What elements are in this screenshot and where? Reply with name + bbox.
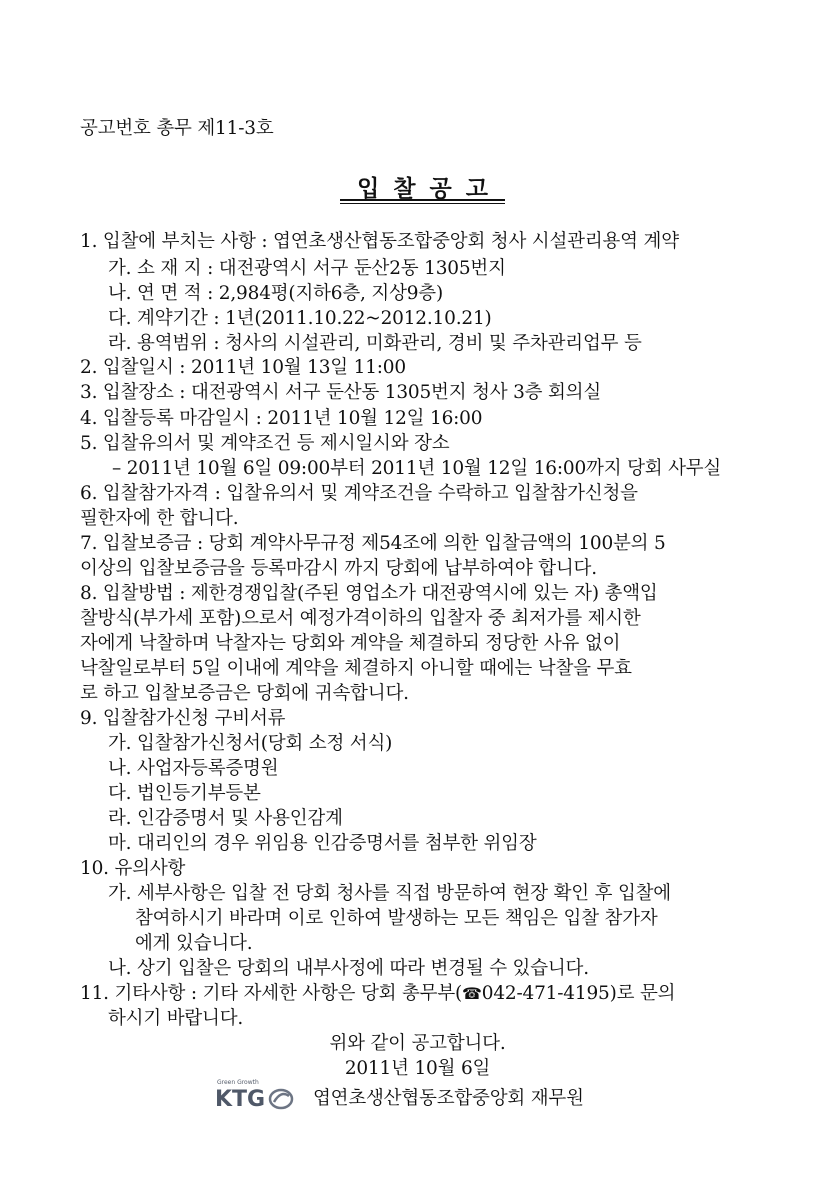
body-line: 나. 사업자등록증명원	[108, 758, 279, 779]
body-line: 3. 입찰장소 : 대전광역시 서구 둔산동 1305번지 청사 3층 회의실	[80, 382, 602, 403]
body-line: 가. 세부사항은 입찰 전 당회 청사를 직접 방문하여 현장 확인 후 입찰에	[108, 883, 671, 904]
logo-tagline: Green Growth	[217, 1079, 259, 1086]
body-line: 다. 계약기간 : 1년(2011.10.22~2012.10.21)	[108, 308, 492, 329]
body-line: 가. 소 재 지 : 대전광역시 서구 둔산2동 1305번지	[108, 258, 506, 279]
body-line: 하시기 바랍니다.	[108, 1008, 244, 1029]
phone-icon: ☎	[462, 984, 482, 1003]
body-line: 1. 입찰에 부치는 사항 : 엽연초생산협동조합중앙회 청사 시설관리용역 계약	[80, 231, 679, 252]
body-line: 나. 연 면 적 : 2,984평(지하6층, 지상9층)	[108, 283, 443, 304]
body-line: 10. 유의사항	[80, 858, 186, 879]
body-line: 가. 입찰참가신청서(당회 소정 서식)	[108, 733, 393, 754]
body-line: 자에게 낙찰하며 낙찰자는 당회와 계약을 체결하되 정당한 사유 없이	[80, 633, 621, 654]
body-line: 7. 입찰보증금 : 당회 계약사무규정 제54조에 의한 입찰금액의 100분의 5	[80, 533, 666, 554]
body-line: 참여하시기 바라며 이로 인하여 발생하는 모든 책임은 입찰 참가자	[135, 908, 658, 929]
body-line: 필한자에 한 합니다.	[80, 508, 239, 529]
ktg-logo	[215, 1079, 294, 1112]
body-line: 8. 입찰방법 : 제한경쟁입찰(주된 영업소가 대전광역시에 있는 자) 총액입	[80, 583, 658, 604]
body-line: 로 하고 입찰보증금은 당회에 귀속합니다.	[80, 683, 409, 704]
body-line: 9. 입찰참가신청 구비서류	[80, 708, 286, 729]
contact-text: 11. 기타사항 : 기타 자세한 사항은 당회 총무부(	[80, 983, 463, 1004]
body-line: 4. 입찰등록 마감일시 : 2011년 10월 12일 16:00	[80, 408, 483, 429]
body-line-contact	[80, 983, 675, 1005]
closing-statement: 위와 같이 공고합니다.	[329, 1033, 506, 1054]
page-title: 입찰공고	[357, 175, 502, 202]
body-line: 라. 용역범위 : 청사의 시설관리, 미화관리, 경비 및 주차관리업무 등	[108, 333, 642, 354]
notice-number: 공고번호 총무 제11-3호	[80, 118, 274, 139]
body-line: 라. 인감증명서 및 사용인감계	[108, 808, 343, 829]
body-line: 다. 법인등기부등본	[108, 783, 261, 804]
logo-text: KTG	[215, 1086, 266, 1112]
organization-name: 엽연초생산협동조합중앙회 재무원	[313, 1088, 584, 1109]
body-line: 5. 입찰유의서 및 계약조건 등 제시일시와 장소	[80, 433, 450, 454]
body-line: 에게 있습니다.	[135, 933, 253, 954]
body-line: 나. 상기 입찰은 당회의 내부사정에 따라 변경될 수 있습니다.	[108, 958, 589, 979]
body-line: 6. 입찰참가자격 : 입찰유의서 및 계약조건을 수락하고 입찰참가신청을	[80, 483, 638, 504]
title-underline-top	[340, 199, 505, 201]
body-line: 찰방식(부가세 포함)으로서 예정가격이하의 입찰자 중 최저가를 제시한	[80, 608, 641, 629]
body-line: 마. 대리인의 경우 위임용 인감증명서를 첨부한 위임장	[108, 833, 537, 854]
contact-phone: 042-471-4195)로 문의	[481, 983, 676, 1004]
body-line: – 2011년 10월 6일 09:00부터 2011년 10월 12일 16:00까지 당회 사무실	[112, 458, 722, 479]
body-line: 낙찰일로부터 5일 이내에 계약을 체결하지 아니할 때에는 낙찰을 무효	[80, 658, 632, 679]
notice-date: 2011년 10월 6일	[344, 1058, 491, 1079]
leaf-logo-icon	[268, 1088, 294, 1110]
body-line: 이상의 입찰보증금을 등록마감시 까지 당회에 납부하여야 합니다.	[80, 558, 597, 579]
body-line: 2. 입찰일시 : 2011년 10월 13일 11:00	[80, 357, 406, 378]
title-underline-bottom	[340, 203, 505, 204]
